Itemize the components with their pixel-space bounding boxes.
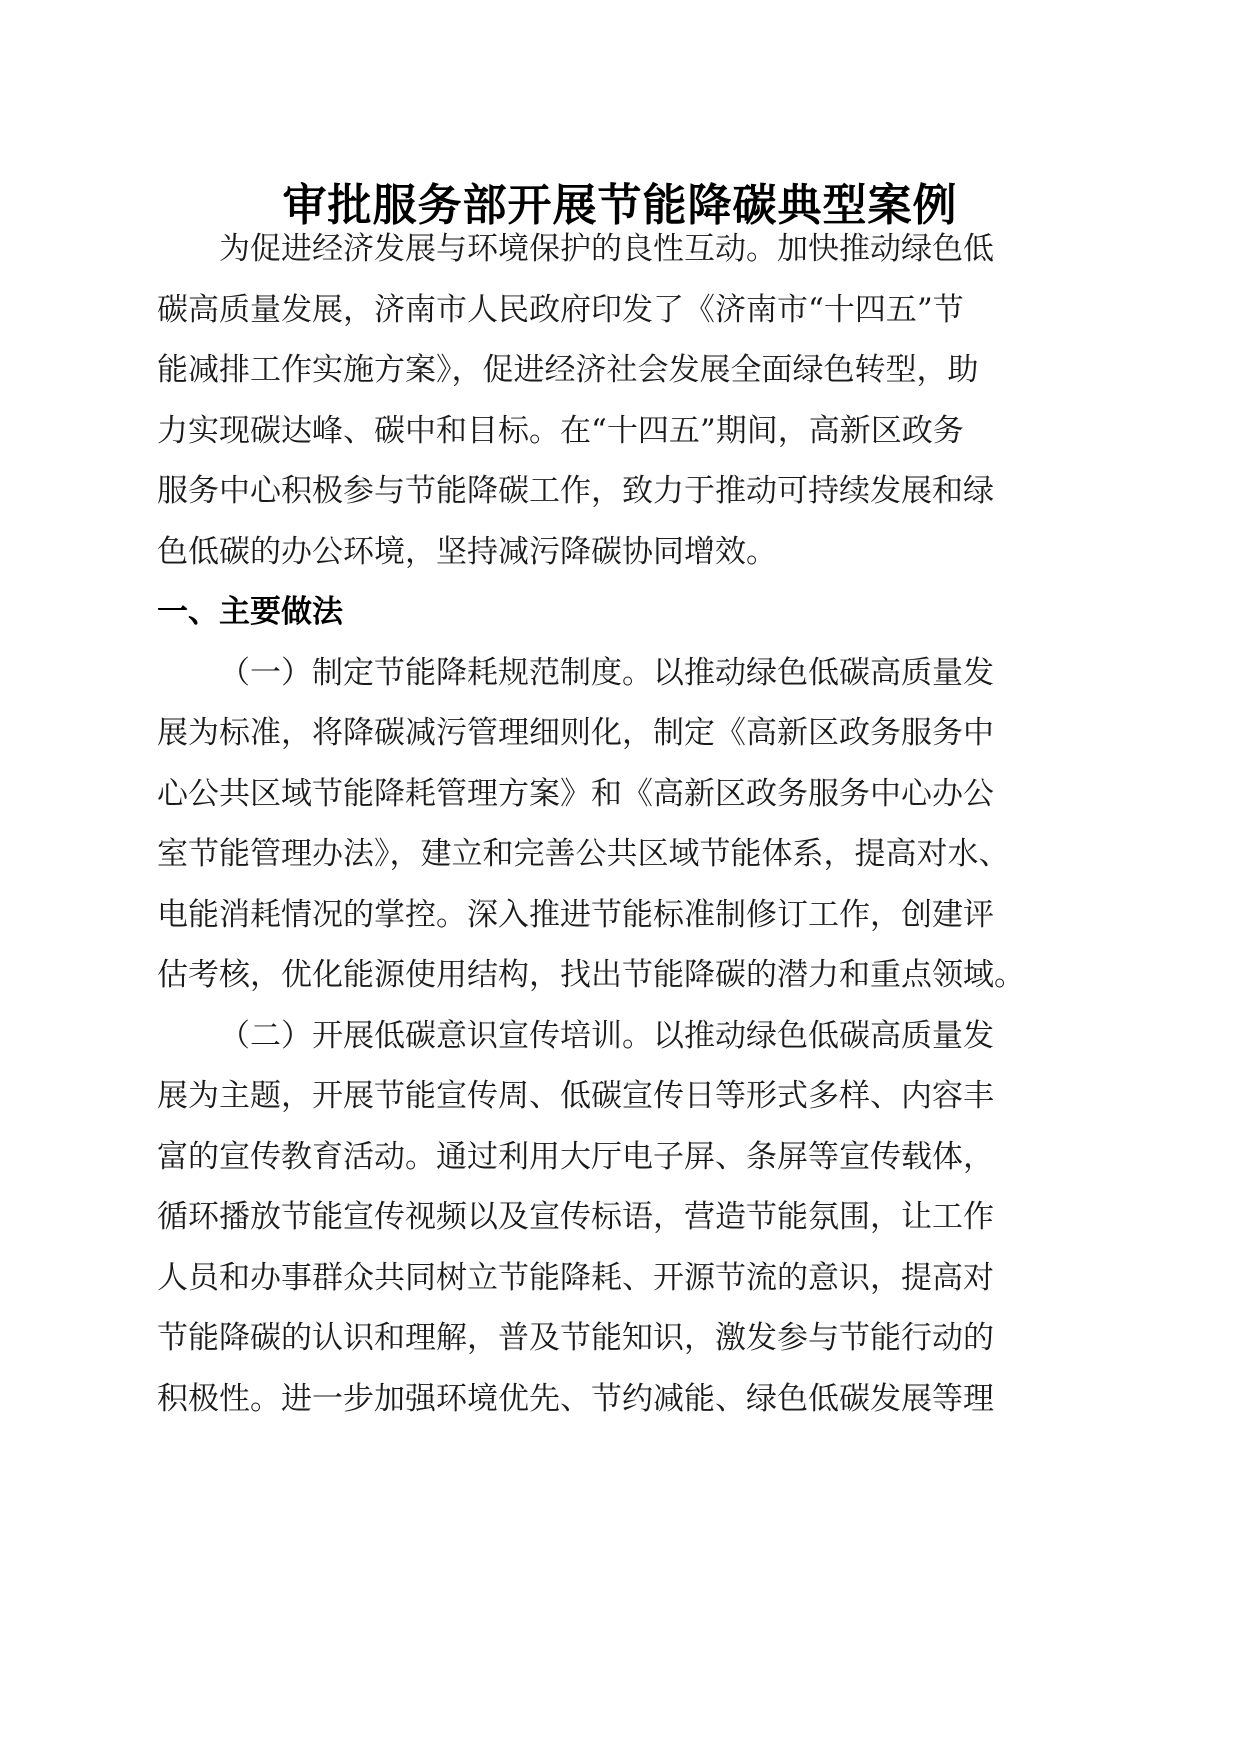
paragraph-line: （一）制定节能降耗规范制度。以推动绿色低碳高质量发: [219, 655, 994, 691]
paragraph-line: 估考核，优化能源使用结构，找出节能降碳的潜力和重点领域。: [157, 957, 1025, 993]
paragraph-line: 循环播放节能宣传视频以及宣传标语，营造节能氛围，让工作: [157, 1199, 994, 1235]
paragraph-line: 展为主题，开展节能宣传周、低碳宣传日等形式多样、内容丰: [157, 1078, 994, 1114]
paragraph-line: 碳高质量发展，济南市人民政府印发了《济南市“十四五”节: [157, 292, 964, 328]
paragraph-line: 色低碳的办公环境，坚持减污降碳协同增效。: [157, 534, 777, 570]
paragraph-line: （二）开展低碳意识宣传培训。以推动绿色低碳高质量发: [219, 1018, 994, 1054]
paragraph-line: 电能消耗情况的掌控。深入推进节能标准制修订工作，创建评: [157, 897, 994, 933]
document-title: 审批服务部开展节能降碳典型案例: [282, 180, 958, 231]
paragraph-line: 积极性。进一步加强环境优先、节约减能、绿色低碳发展等理: [157, 1381, 994, 1417]
paragraph-line: 为促进经济发展与环境保护的良性互动。加快推动绿色低: [219, 231, 994, 267]
paragraph-line: 节能降碳的认识和理解，普及节能知识，激发参与节能行动的: [157, 1320, 994, 1356]
paragraph-line: 力实现碳达峰、碳中和目标。在“十四五”期间，高新区政务: [157, 413, 964, 449]
paragraph-line: 富的宣传教育活动。通过利用大厅电子屏、条屏等宣传载体，: [157, 1139, 994, 1175]
paragraph-line: 服务中心积极参与节能降碳工作，致力于推动可持续发展和绿: [157, 473, 994, 509]
section-heading: 一、主要做法: [157, 594, 343, 630]
paragraph-line: 心公共区域节能降耗管理方案》和《高新区政务服务中心办公: [157, 776, 994, 812]
paragraph-line: 能减排工作实施方案》，促进经济社会发展全面绿色转型，助: [157, 352, 979, 388]
paragraph-line: 展为标准，将降碳减污管理细则化，制定《高新区政务服务中: [157, 715, 994, 751]
paragraph-line: 室节能管理办法》，建立和完善公共区域节能体系，提高对水、: [157, 836, 1010, 872]
paragraph-line: 人员和办事群众共同树立节能降耗、开源节流的意识，提高对: [157, 1260, 994, 1296]
